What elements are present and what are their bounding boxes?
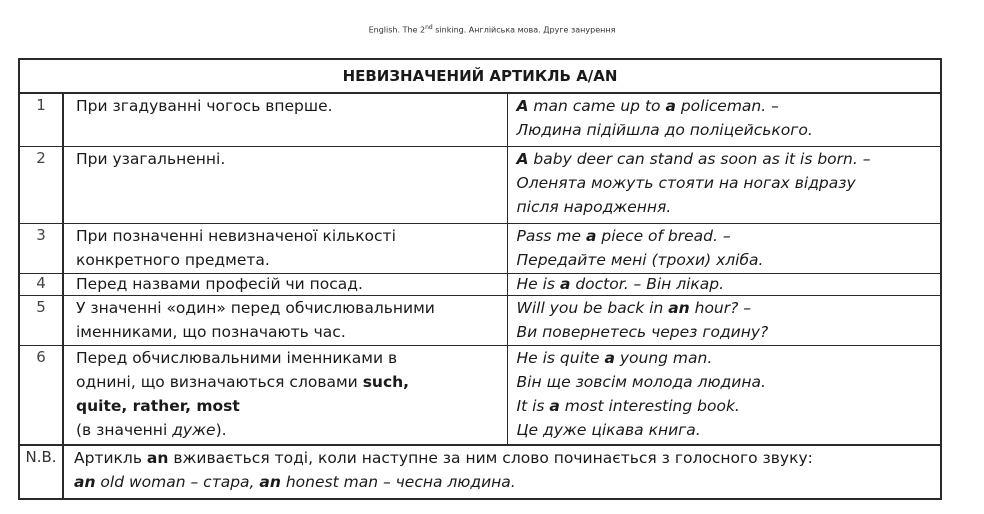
- header-text: English. The 2: [368, 25, 426, 35]
- example-line: A baby deer can stand as soon as it is born. –: [516, 149, 871, 168]
- rule-text: однині, що визначаються словами such,: [76, 372, 410, 391]
- nb-note: [63, 445, 941, 499]
- example-line: Оленята можуть стояти на ногах відразу: [516, 173, 856, 192]
- table-row: [19, 93, 941, 146]
- rule-cell: [63, 146, 507, 223]
- example-cell: [507, 273, 941, 295]
- example-line: He is a doctor. – Він лікар.: [516, 274, 725, 293]
- table-row: [19, 273, 941, 295]
- example-line: Pass me a piece of bread. –: [516, 226, 731, 245]
- article-table: [18, 58, 942, 500]
- nb-row: [19, 445, 941, 499]
- row-number: 4: [19, 273, 63, 295]
- example-line: Це дуже цікава книга.: [516, 420, 701, 439]
- rule-cell: [63, 93, 507, 146]
- rule-cell: [63, 273, 507, 295]
- page-header: [0, 24, 984, 35]
- row-number: 5: [19, 295, 63, 345]
- header-text-tail: sinking. Англійська мова. Друге занурення: [432, 25, 616, 35]
- example-line: It is a most interesting book.: [516, 396, 740, 415]
- rule-cell: [63, 295, 507, 345]
- example-cell: [507, 295, 941, 345]
- example-line: Will you be back in an hour? –: [516, 298, 752, 317]
- table-row: [19, 223, 941, 273]
- example-line: Передайте мені (трохи) хліба.: [516, 250, 764, 269]
- example-line: A man came up to a policeman. –: [516, 97, 779, 115]
- example-line: He is quite a young man.: [516, 348, 713, 367]
- rule-text: конкретного предмета.: [76, 250, 270, 269]
- example-line: після народження.: [516, 197, 672, 216]
- row-number: 6: [19, 345, 63, 445]
- rule-cell: [63, 345, 507, 445]
- row-number: 2: [19, 146, 63, 223]
- row-number: 1: [19, 93, 63, 146]
- rule-text: Перед назвами професій чи посад.: [76, 274, 363, 293]
- rule-cell: [63, 223, 507, 273]
- nb-label: N.B.: [19, 445, 63, 499]
- header-superscript: nd: [425, 24, 433, 31]
- table-row: [19, 345, 941, 445]
- rule-text: У значенні «один» перед обчислювальними: [76, 298, 435, 317]
- table-row: [19, 295, 941, 345]
- example-cell: [507, 146, 941, 223]
- rule-text: Перед обчислювальними іменниками в: [76, 348, 398, 367]
- example-cell: [507, 93, 941, 146]
- rule-text: іменниками, що позначають час.: [76, 322, 346, 341]
- row-number: 3: [19, 223, 63, 273]
- nb-line: Артикль an вживається тоді, коли наступне за ним слово починається з голосного звуку:: [74, 449, 813, 467]
- rule-text: При позначенні невизначеної кількості: [76, 226, 396, 245]
- example-cell: [507, 223, 941, 273]
- example-line: Ви повернетесь через годину?: [516, 322, 769, 341]
- example-line: Людина підійшла до поліцейського.: [516, 121, 813, 139]
- example-cell: [507, 345, 941, 445]
- example-line: Він ще зовсім молода людина.: [516, 372, 766, 391]
- rule-text: quite, rather, most: [76, 396, 240, 415]
- table-title: НЕВИЗНАЧЕНИЙ АРТИКЛЬ A/AN: [19, 59, 941, 93]
- rule-text: При узагальненні.: [76, 149, 226, 168]
- rule-text: (в значенні дуже).: [76, 420, 227, 439]
- nb-line: an old woman – стара, an honest man – чесна людина.: [74, 473, 516, 491]
- rule-text: При згадуванні чогось вперше.: [76, 97, 333, 115]
- table-title-row: [19, 59, 941, 93]
- table-row: [19, 146, 941, 223]
